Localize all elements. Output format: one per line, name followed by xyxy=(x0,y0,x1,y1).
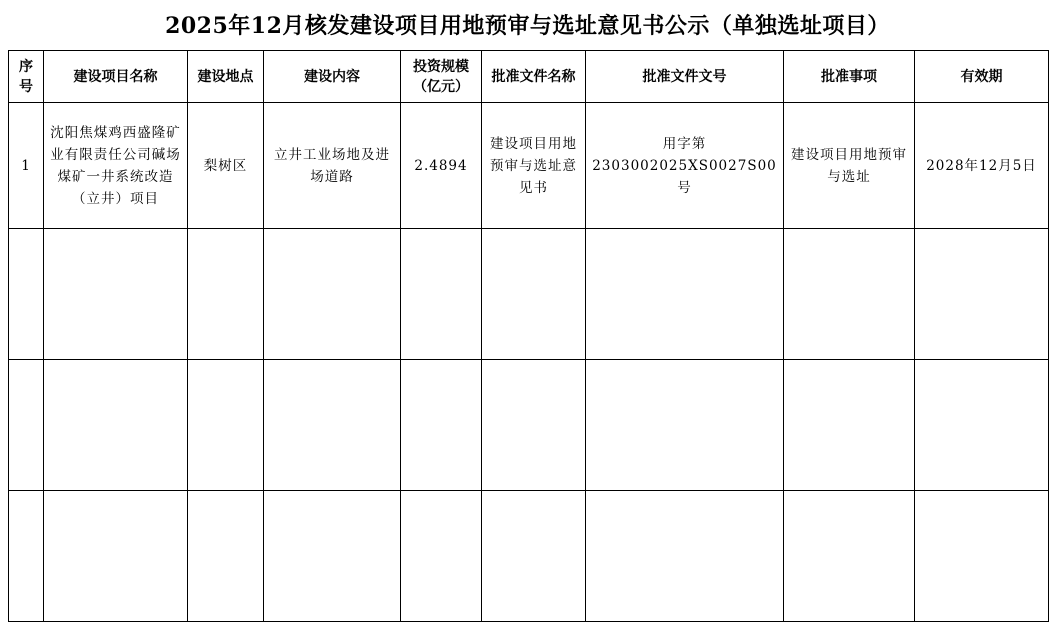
cell-content xyxy=(264,491,401,622)
cell-content xyxy=(264,360,401,491)
cell-document-number xyxy=(586,229,784,360)
cell-seq xyxy=(9,229,44,360)
cell-validity xyxy=(915,491,1049,622)
cell-location: 梨树区 xyxy=(188,103,264,229)
cell-investment: 2.4894 xyxy=(401,103,482,229)
notice-table xyxy=(8,50,1049,622)
cell-project-name xyxy=(44,491,188,622)
cell-document-number xyxy=(586,491,784,622)
cell-location xyxy=(188,491,264,622)
cell-document-name xyxy=(482,229,586,360)
cell-document-number xyxy=(586,360,784,491)
cell-document-number: 用字第2303002025XS0027S00号 xyxy=(586,103,784,229)
cell-investment xyxy=(401,360,482,491)
cell-validity xyxy=(915,360,1049,491)
header-approval-item: 批准事项 xyxy=(784,51,915,103)
cell-investment xyxy=(401,491,482,622)
cell-document-name: 建设项目用地预审与选址意见书 xyxy=(482,103,586,229)
cell-seq: 1 xyxy=(9,103,44,229)
page-title: 2025年12月核发建设项目用地预审与选址意见书公示（单独选址项目） xyxy=(165,13,890,39)
cell-investment xyxy=(401,229,482,360)
cell-document-name xyxy=(482,360,586,491)
cell-location xyxy=(188,360,264,491)
cell-project-name xyxy=(44,360,188,491)
cell-content: 立井工业场地及进场道路 xyxy=(264,103,401,229)
header-project-name: 建设项目名称 xyxy=(44,51,188,103)
cell-location xyxy=(188,229,264,360)
cell-project-name xyxy=(44,229,188,360)
table-row xyxy=(9,360,1049,491)
cell-seq xyxy=(9,491,44,622)
cell-approval-item: 建设项目用地预审与选址 xyxy=(784,103,915,229)
cell-approval-item xyxy=(784,360,915,491)
cell-validity: 2028年12月5日 xyxy=(915,103,1049,229)
cell-approval-item xyxy=(784,229,915,360)
table-row xyxy=(9,229,1049,360)
table-row xyxy=(9,491,1049,622)
cell-document-name xyxy=(482,491,586,622)
cell-validity xyxy=(915,229,1049,360)
cell-content xyxy=(264,229,401,360)
header-content: 建设内容 xyxy=(264,51,401,103)
header-validity: 有效期 xyxy=(915,51,1049,103)
header-document-number: 批准文件文号 xyxy=(586,51,784,103)
header-document-name: 批准文件名称 xyxy=(482,51,586,103)
header-location: 建设地点 xyxy=(188,51,264,103)
cell-seq xyxy=(9,360,44,491)
header-seq: 序号 xyxy=(9,51,44,103)
header-investment: 投资规模（亿元） xyxy=(401,51,482,103)
table-header-row xyxy=(9,51,1049,103)
cell-project-name: 沈阳焦煤鸡西盛隆矿业有限责任公司碱场煤矿一井系统改造（立井）项目 xyxy=(44,103,188,229)
table-row xyxy=(9,103,1049,229)
cell-approval-item xyxy=(784,491,915,622)
